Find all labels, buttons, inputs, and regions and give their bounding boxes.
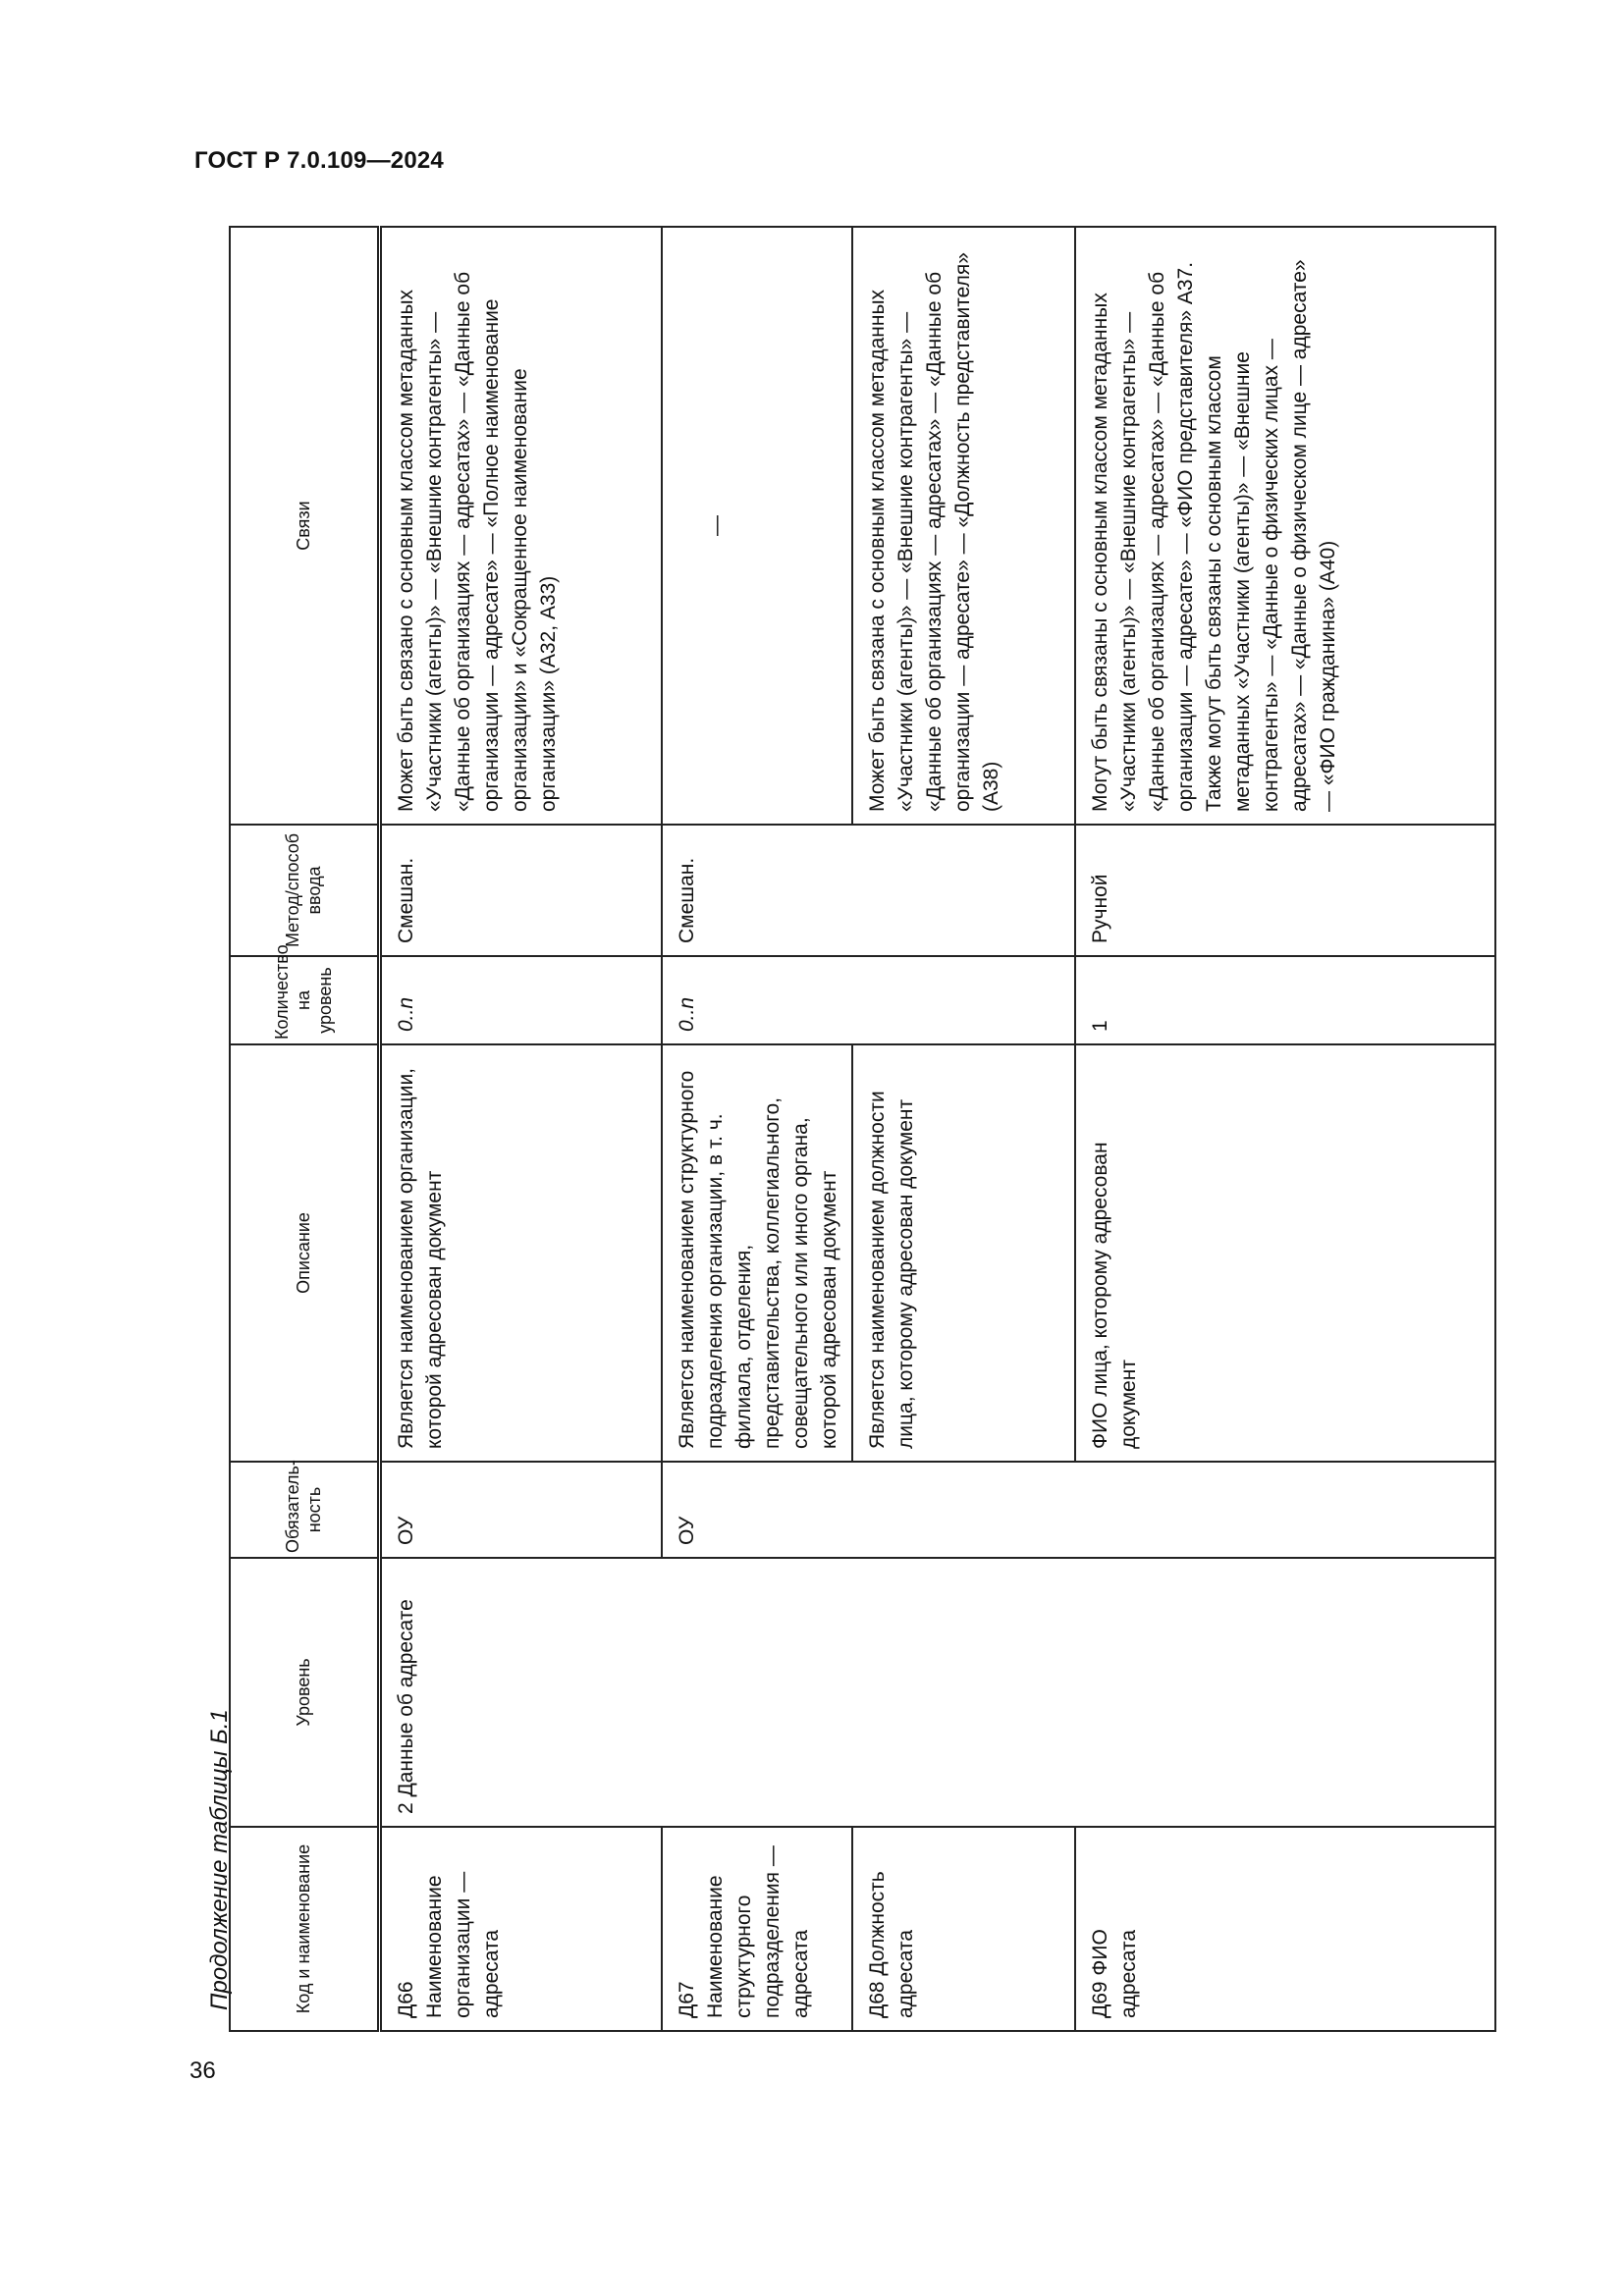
cell-links: Может быть связано с основным классом метаданных «Участники (агенты)» — «Внешние контрагенты» — «Данные об организациях — адресатах» — «Данные об организации — адресате» — «Полное наименование организации» и «Сокращенное наименование организации» (А32, А33) bbox=[379, 227, 662, 825]
header-quantity: Количество на уровень bbox=[230, 956, 379, 1044]
cell-obligation: ОУ bbox=[379, 1462, 662, 1558]
cell-method: Смешан. bbox=[662, 825, 1075, 956]
cell-quantity: 0..n bbox=[662, 956, 1075, 1044]
header-code: Код и наименование bbox=[230, 1827, 379, 2031]
header-links: Связи bbox=[230, 227, 379, 825]
cell-level: 2 Данные об адресате bbox=[379, 1558, 1495, 1827]
cell-method: Ручной bbox=[1075, 825, 1495, 956]
cell-description: Является наименованием должности лица, которому адресован документ bbox=[852, 1044, 1075, 1462]
header-method: Метод/способ ввода bbox=[230, 825, 379, 956]
cell-links: Может быть связана с основным классом метаданных «Участники (агенты)» — «Внешние контрагенты» — «Данные об организациях — адресатах» — «Данные об организации — адресате» — «Должность представителя» (А38) bbox=[852, 227, 1075, 825]
cell-description: Является наименованием организации, которой адресован документ bbox=[379, 1044, 662, 1462]
header-obligation: Обязатель-ность bbox=[230, 1462, 379, 1558]
rotated-table-wrapper bbox=[229, 228, 1496, 2032]
cell-code: Д69 ФИО адресата bbox=[1075, 1827, 1495, 2031]
cell-obligation: ОУ bbox=[662, 1462, 1495, 1558]
cell-code: Д66 Наименование организации — адресата bbox=[379, 1827, 662, 2031]
metadata-table bbox=[229, 226, 1496, 2032]
links-dash: — bbox=[705, 515, 728, 536]
cell-code: Д68 Должность адресата bbox=[852, 1827, 1075, 2031]
cell-description: ФИО лица, которому адресован документ bbox=[1075, 1044, 1495, 1462]
cell-quantity: 0..n bbox=[379, 956, 662, 1044]
table-continuation-caption: Продолжение таблицы Б.1 bbox=[206, 1709, 233, 2010]
cell-links: Могут быть связаны с основным классом метаданных «Участники (агенты)» — «Внешние контрагенты» — «Данные об организациях — адресатах» — «Данные об организации — адресате» — «ФИО представителя» А37. Также могут быть связаны с основным классом метаданных «Участники (агенты)» — «Внешние контрагенты» — «Данные о физических лицах — адресатах» — «Данные о физическом лице — адресате» — «ФИО гражданина» (А40) bbox=[1075, 227, 1495, 825]
header-level: Уровень bbox=[230, 1558, 379, 1827]
table-header-row bbox=[230, 227, 379, 2031]
cell-description: Является наименованием структурного подразделения организации, в т. ч. филиала, отделения, представительства, коллегиального, совещательного или иного органа, которой адресован документ bbox=[662, 1044, 852, 1462]
cell-method: Смешан. bbox=[379, 825, 662, 956]
page-number: 36 bbox=[189, 2057, 216, 2084]
cell-links bbox=[662, 227, 852, 825]
document-header: ГОСТ Р 7.0.109—2024 bbox=[194, 147, 444, 174]
header-description: Описание bbox=[230, 1044, 379, 1462]
cell-code: Д67 Наименование структурного подразделения — адресата bbox=[662, 1827, 852, 2031]
cell-quantity: 1 bbox=[1075, 956, 1495, 1044]
table-row bbox=[379, 227, 662, 2031]
